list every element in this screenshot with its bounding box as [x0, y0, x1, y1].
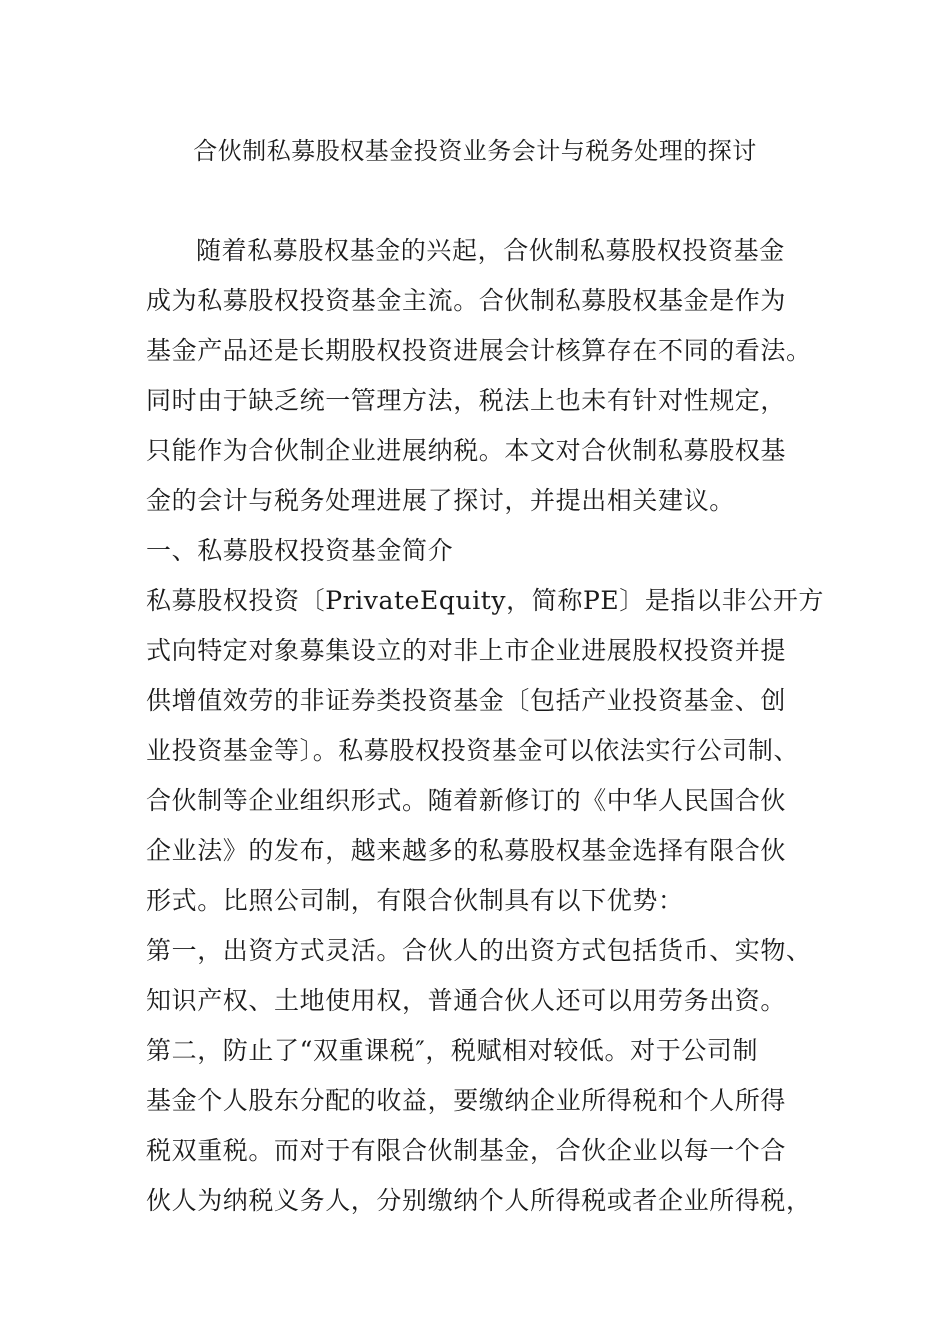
paragraph-line: 供增值效劳的非证券类投资基金〔包括产业投资基金、创: [146, 686, 787, 715]
paragraph-line: 企业法》的发布，越来越多的私募股权基金选择有限合伙: [146, 836, 787, 865]
paragraph-line: 私募股权投资〔PrivateEquity，简称PE〕是指以非公开方: [146, 586, 825, 615]
paragraph-line: 随着私募股权基金的兴起，合伙制私募股权投资基金: [196, 236, 785, 265]
paragraph-line: 式向特定对象募集设立的对非上市企业进展股权投资并提: [146, 636, 787, 665]
paragraph-line: 第二，防止了“双重课税″，税赋相对较低。对于公司制: [146, 1036, 759, 1065]
paragraph-line: 第一，出资方式灵活。合伙人的出资方式包括货币、实物、: [146, 936, 812, 965]
paragraph-line: 业投资基金等〕。私募股权投资基金可以依法实行公司制、: [146, 736, 800, 765]
paragraph-line: 成为私募股权投资基金主流。合伙制私募股权基金是作为: [146, 286, 787, 315]
document-body: [146, 226, 826, 1226]
paragraph-line: 合伙制等企业组织形式。随着新修订的《中华人民国合伙: [146, 786, 787, 815]
paragraph-line: 税双重税。而对于有限合伙制基金，合伙企业以每一个合: [146, 1136, 787, 1165]
paragraph-line: 形式。比照公司制，有限合伙制具有以下优势：: [146, 886, 684, 915]
paragraph-line: 基金个人股东分配的收益，要缴纳企业所得税和个人所得: [146, 1086, 787, 1115]
paragraph-line: 只能作为合伙制企业进展纳税。本文对合伙制私募股权基: [146, 436, 787, 465]
paragraph-line: 基金产品还是长期股权投资进展会计核算存在不同的看法。: [146, 336, 812, 365]
paragraph-line: 同时由于缺乏统一管理方法，税法上也未有针对性规定，: [146, 386, 787, 415]
section-heading: 一、私募股权投资基金简介: [146, 536, 454, 565]
paragraph-line: 伙人为纳税义务人，分别缴纳个人所得税或者企业所得税，: [146, 1186, 812, 1215]
document-title: 合伙制私募股权基金投资业务会计与税务处理的探讨: [193, 137, 757, 165]
paragraph-line: 金的会计与税务处理进展了探讨，并提出相关建议。: [146, 486, 735, 515]
paragraph-line: 知识产权、土地使用权，普通合伙人还可以用劳务出资。: [146, 986, 787, 1015]
